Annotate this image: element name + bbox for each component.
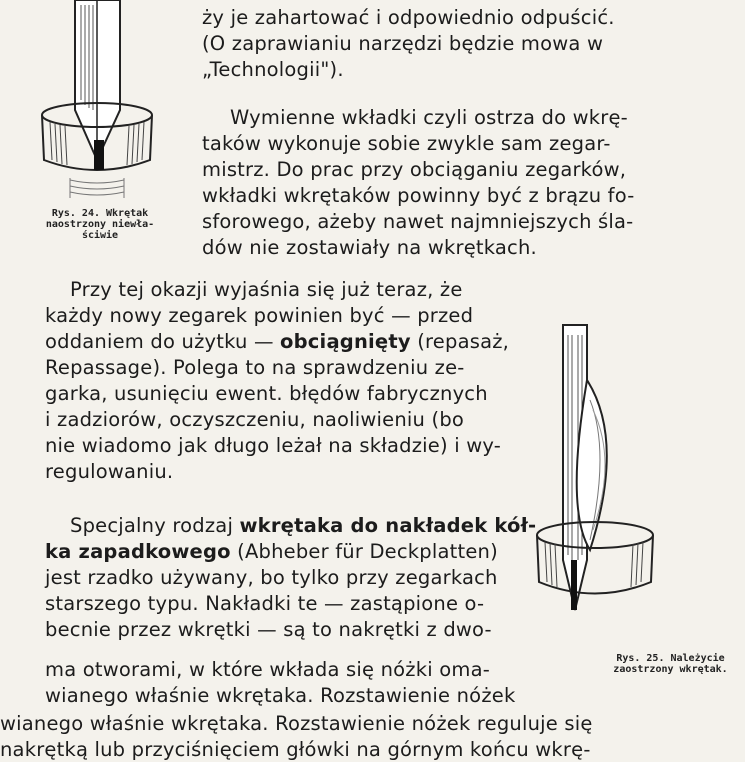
- text-line: wianego właśnie wkrętaka. Rozstawienie nóżek: [45, 684, 516, 707]
- text-segment: (repasaż,: [417, 330, 510, 353]
- text-line: i zadziorów, oczyszczeniu, naoliwieniu (bo: [45, 408, 465, 431]
- text-line: wianego właśnie wkrętaka. Rozstawienie nóżek reguluje się: [0, 712, 593, 735]
- text-line: dów nie zostawiały na wkrętkach.: [202, 236, 537, 259]
- text-line: Wymienne wkładki czyli ostrza do wkrę-: [230, 106, 628, 129]
- caption-line: naostrzony niewła-: [45, 219, 155, 230]
- text-segment: Specjalny rodzaj: [70, 514, 234, 537]
- text-line: wkładki wkrętaków powinny być z brązu fo-: [202, 184, 635, 207]
- text-line: taków wykonuje sobie zwykle sam zegar-: [202, 132, 611, 155]
- caption-line: Rys. 24. Wkrętak: [51, 208, 149, 219]
- text-line: [45, 540, 498, 564]
- caption-line: Rys. 25. Należycie: [616, 653, 725, 664]
- caption-line: zaostrzony wkrętak.: [613, 664, 728, 675]
- text-line: [70, 514, 536, 538]
- text-line: Przy tej okazji wyjaśnia się już teraz, że: [70, 278, 463, 301]
- text-line: becnie przez wkrętki — są to nakrętki z dwo-: [45, 618, 492, 641]
- figure-25-screwdriver-illustration: [535, 320, 670, 620]
- text-line: Repassage). Polega to na sprawdzeniu ze-: [45, 356, 465, 379]
- text-line: mistrz. Do prac przy obciąganiu zegarków,: [202, 158, 627, 181]
- text-segment: (Abheber für Deckplatten): [237, 540, 498, 563]
- text-line: sforowego, ażeby nawet najmniejszych śla-: [202, 210, 634, 233]
- figure-25-caption: [598, 653, 743, 675]
- bold-term: obciągnięty: [280, 330, 411, 353]
- text-line: (O zaprawianiu narzędzi będzie mowa w: [202, 32, 604, 55]
- text-line: ży je zahartować i odpowiednio odpuścić.: [202, 6, 615, 29]
- bold-term: ka zapadkowego: [45, 540, 231, 563]
- text-line: każdy nowy zegarek powinien być — przed: [45, 304, 474, 327]
- text-line: nie wiadomo jak długo leżał na składzie) i wy-: [45, 434, 501, 457]
- bold-term: wkrętaka do nakładek kół-: [239, 514, 537, 537]
- figure-24-caption: [20, 208, 180, 241]
- text-line: „Technologii").: [202, 58, 344, 81]
- text-segment: oddaniem do użytku —: [45, 330, 274, 353]
- text-line: [45, 330, 509, 354]
- text-line: jest rzadko używany, bo tylko przy zegarkach: [45, 566, 498, 589]
- text-line: nakrętką lub przyciśnięciem główki na górnym końcu wkrę-: [0, 738, 591, 761]
- text-line: starszego typu. Nakładki te — zastąpione o-: [45, 592, 485, 615]
- text-line: ma otworami, w które wkłada się nóżki oma-: [45, 658, 490, 681]
- text-line: garka, usunięciu ewent. błędów fabrycznych: [45, 382, 488, 405]
- text-line: regulowaniu.: [45, 460, 174, 483]
- caption-line: ściwie: [81, 230, 119, 241]
- figure-24-screwdriver-illustration: [25, 0, 175, 205]
